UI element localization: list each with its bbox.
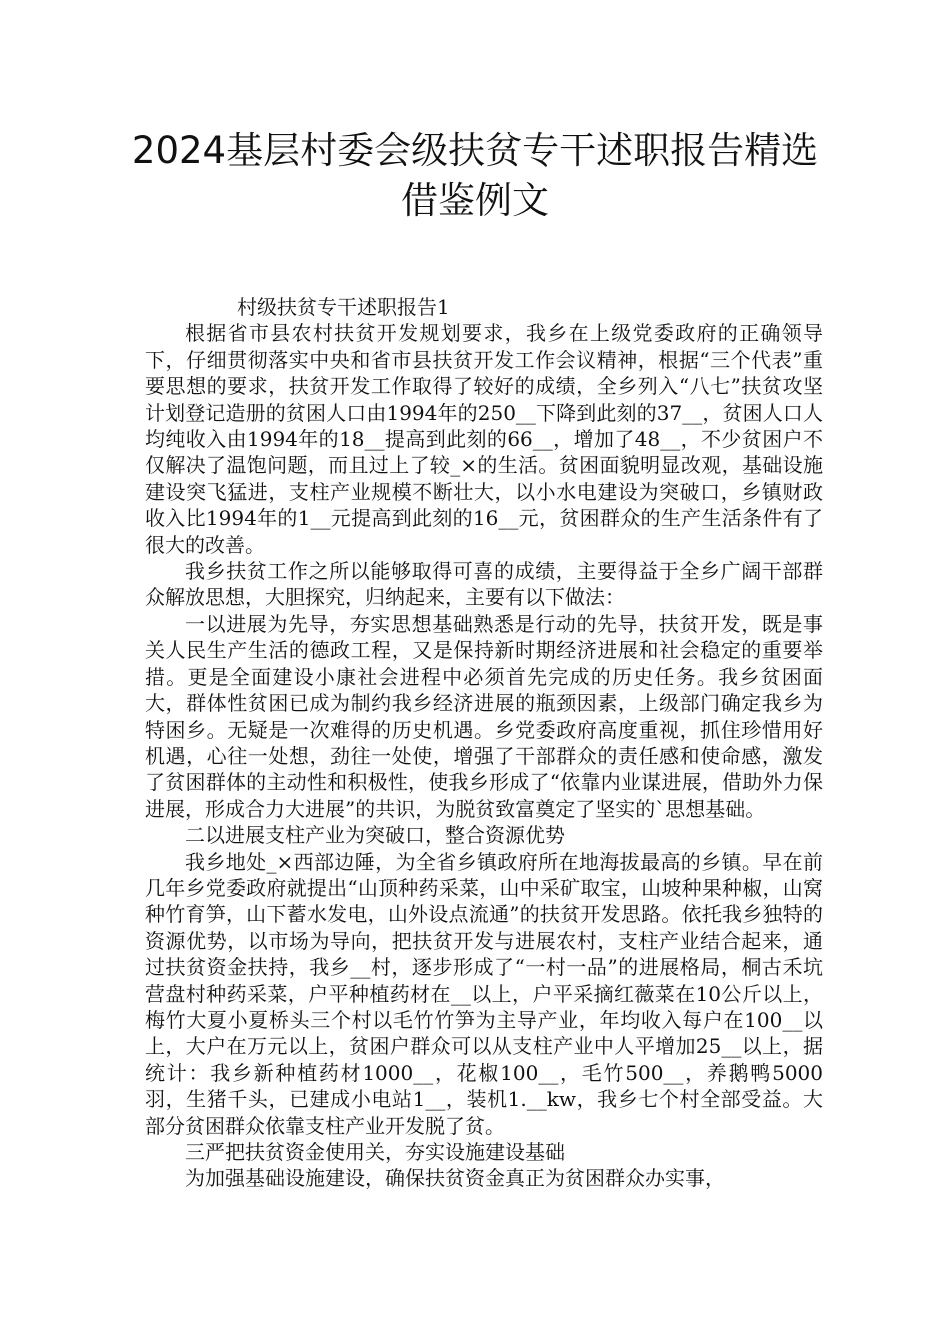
document-body [145,294,823,1192]
paragraph-point-one: 一以进展为先导，夯实思想基础熟悉是行动的先导，扶贫开发，既是事关人民生产生活的德政工程，又是保持新时期经济进展和社会稳定的重要举措。更是全面建设小康社会进程中必须首先完成的历史任务。我乡贫困面大，群体性贫困已成为制约我乡经济进展的瓶颈因素，上级部门确定我乡为特困乡。无疑是一次难得的历史机遇。乡党委政府高度重视，抓住珍惜用好机遇，心往一处想，劲往一处使，增强了干部群众的责任感和使命感，激发了贫困群体的主动性和积极性，使我乡形成了“依靠内业谋进展，借助外力保进展，形成合力大进展”的共识，为脱贫致富奠定了坚实的`思想基础。 [145,611,823,821]
section-title: 村级扶贫专干述职报告1 [237,295,450,319]
paragraph-intro: 根据省市县农村扶贫开发规划要求，我乡在上级党委政府的正确领导下，仔细贯彻落实中央和省市县扶贫开发工作会议精神，根据“三个代表”重要思想的要求，扶贫开发工作取得了较好的成绩，全乡列入“八七”扶贫攻坚计划登记造册的贫困人口由1994年的250__下降到此刻的37__，贫困人口人均纯收入由1994年的18__提高到此刻的66__，增加了48__，不少贫困户不仅解决了温饱问题，而且过上了较_×的生活。贫困面貌明显改观，基础设施建设突飞猛进，支柱产业规模不断壮大，以小水电建设为突破口，乡镇财政收入比1994年的1__元提高到此刻的16__元，贫困群众的生产生活条件有了很大的改善。 [145,321,823,557]
paragraph-summary: 我乡扶贫工作之所以能够取得可喜的成绩，主要得益于全乡广阔干部群众解放思想，大胆探究，归纳起来，主要有以下做法： [145,559,823,610]
document-title: 2024基层村委会级扶贫专干述职报告精选借鉴例文 [131,129,819,222]
paragraph-point-two-heading: 二以进展支柱产业为突破口，整合资源优势 [185,823,565,848]
paragraph-point-three-heading: 三严把扶贫资金使用关，夯实设施建设基础 [185,1140,565,1164]
paragraph-point-three: 为加强基础设施建设，确保扶贫资金真正为贫困群众办实事， [185,1166,725,1191]
paragraph-point-two: 我乡地处_×西部边陲，为全省乡镇政府所在地海拔最高的乡镇。早在前几年乡党委政府就提出“山顶种药采菜，山中采矿取宝，山坡种果种椒，山窝种竹育笋，山下蓄水发电，山外设点流通”的扶贫开发思路。依托我乡独特的资源优势，以市场为导向，把扶贫开发与进展农村，支柱产业结合起来，通过扶贫资金扶持，我乡__村，逐步形成了“一村一品”的进展格局，桐古禾坑营盘村种药采菜，户平种植药材在__以上，户平采摘红薇菜在10公斤以上，梅竹大夏小夏桥头三个村以毛竹竹笋为主导产业，年均收入每户在100__以上，大户在万元以上，贫困户群众可以从支柱产业中人平增加25__以上，据统计：我乡新种植药材1000__，花椒100__，毛竹500__，养鹅鸭5000羽，生猪千头，已建成小电站1__，装机1.__kw，我乡七个村全部受益。大部分贫困群众依靠支柱产业开发脱了贫。 [145,849,823,1138]
